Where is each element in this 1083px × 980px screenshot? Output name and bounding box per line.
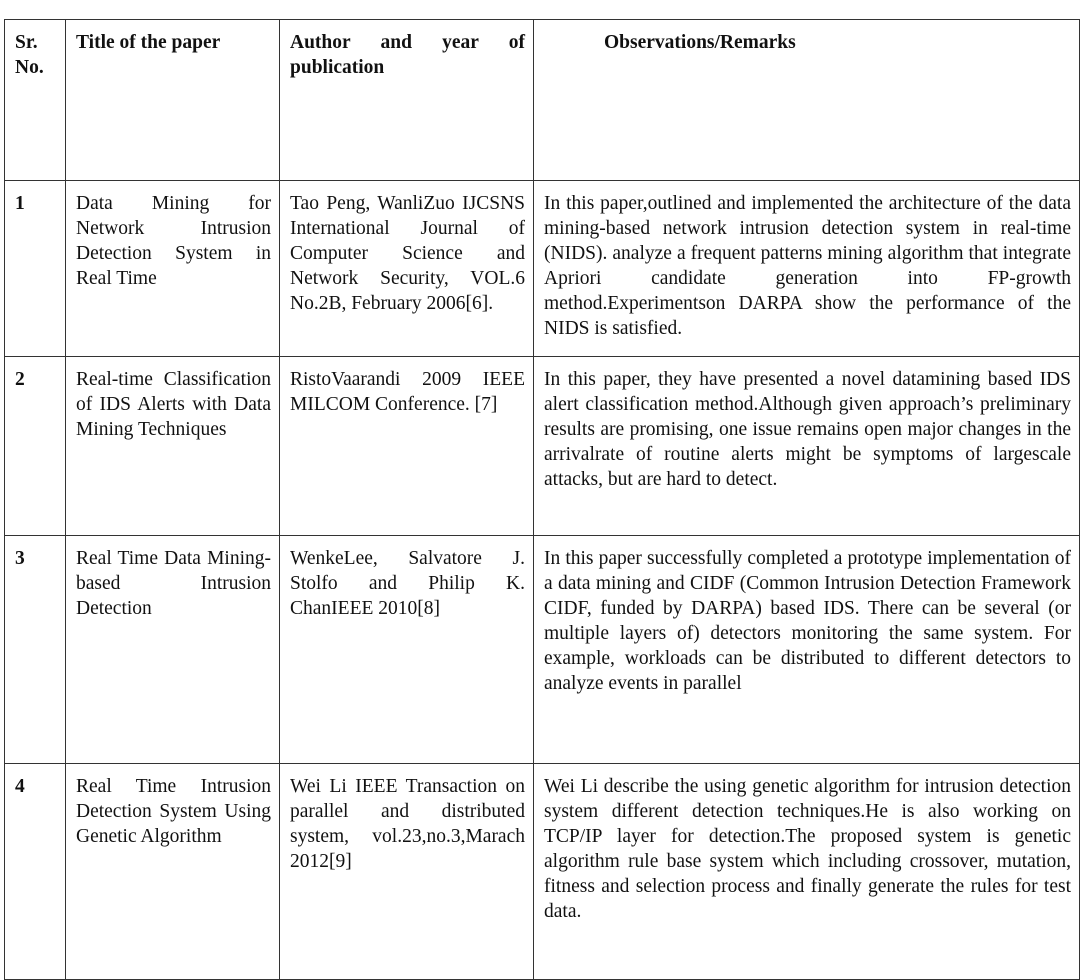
header-title: Title of the paper [66, 20, 280, 181]
table-header-row [5, 20, 1080, 181]
literature-survey-table [4, 19, 1080, 980]
row-author: WenkeLee, Salvatore J. Stolfo and Philip K. ChanIEEE 2010[8] [280, 536, 534, 764]
row-sr: 2 [5, 357, 66, 536]
row-author: RistoVaarandi 2009 IEEE MILCOM Conference. [7] [280, 357, 534, 536]
header-sr-no: Sr. No. [5, 20, 66, 181]
header-observations: Observations/Remarks [534, 20, 1080, 181]
row-remarks: In this paper, they have presented a novel datamining based IDS alert classification method.Although given approach’s preliminary results are promising, one issue remains open major changes in the arrivalrate of routine alerts might be symptoms of largescale attacks, but are hard to detect. [534, 357, 1080, 536]
table-row [5, 764, 1080, 980]
row-sr: 1 [5, 181, 66, 357]
row-remarks: In this paper,outlined and implemented the architecture of the data mining-based network intrusion detection system in real-time (NIDS). analyze a frequent patterns mining algorithm that integrate Apriori candidate generation into FP-growth method.Experimentson DARPA show the performance of the NIDS is satisfied. [534, 181, 1080, 357]
row-title: Data Mining for Network Intrusion Detection System in Real Time [66, 181, 280, 357]
row-title: Real-time Classification of IDS Alerts with Data Mining Techniques [66, 357, 280, 536]
table-row [5, 357, 1080, 536]
row-author: Tao Peng, WanliZuo IJCSNS International Journal of Computer Science and Network Security, VOL.6 No.2B, February 2006[6]. [280, 181, 534, 357]
row-title: Real Time Data Mining-based Intrusion Detection [66, 536, 280, 764]
header-author-year: Author and year of publication [280, 20, 534, 181]
row-remarks: Wei Li describe the using genetic algorithm for intrusion detection system different detection techniques.He is also working on TCP/IP layer for detection.The proposed system is genetic algorithm rule base system which including crossover, mutation, fitness and selection process and finally generate the rules for test data. [534, 764, 1080, 980]
row-remarks: In this paper successfully completed a prototype implementation of a data mining and CIDF (Common Intrusion Detection Framework CIDF, funded by DARPA) based IDS. There can be several (or multiple layers of) detectors monitoring the same system. For example, workloads can be distributed to different detectors to analyze events in parallel [534, 536, 1080, 764]
table-row [5, 536, 1080, 764]
row-title: Real Time Intrusion Detection System Using Genetic Algorithm [66, 764, 280, 980]
row-sr: 4 [5, 764, 66, 980]
row-sr: 3 [5, 536, 66, 764]
row-author: Wei Li IEEE Transaction on parallel and distributed system, vol.23,no.3,Marach 2012[9] [280, 764, 534, 980]
table-row [5, 181, 1080, 357]
